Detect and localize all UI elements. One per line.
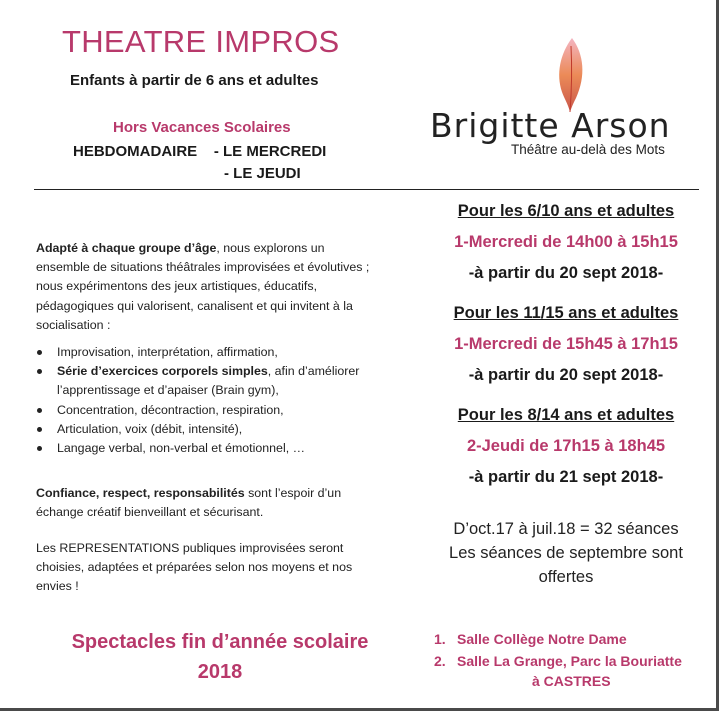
spectacles-line1: Spectacles fin d’année scolaire — [71, 631, 369, 653]
header-divider — [34, 189, 699, 190]
spectacles-heading — [36, 627, 404, 687]
group-schedule: 1-Mercredi de 15h45 à 17h15 — [454, 335, 678, 353]
logo-name: Brigitte Arson — [430, 106, 671, 145]
group-block — [418, 200, 714, 284]
season-info — [418, 517, 714, 589]
list-item: Concentration, décontraction, respiration, — [36, 401, 376, 420]
intro-paragraph — [36, 239, 376, 335]
group-age: Pour les 11/15 ans et adultes — [453, 304, 679, 322]
season-line1: D’oct.17 à juil.18 = 32 séances — [453, 520, 679, 538]
representations-paragraph: Les REPRESENTATIONS publiques improvisées seront choisies, adaptées et préparées selon nos moyens et nos envies ! — [36, 541, 353, 594]
values-text: sont l’espoir d’un échange créatif bienveillant et sécurisant. — [36, 486, 342, 520]
period-label: Hors Vacances Scolaires — [113, 119, 291, 136]
frequency-line — [73, 143, 326, 160]
feather-logo-icon — [550, 36, 590, 116]
venue-item: 2. Salle La Grange, Parc la Bouriatte — [434, 653, 682, 669]
season-line3: offertes — [538, 568, 594, 586]
venue-item: 1. Salle Collège Notre Dame — [434, 631, 627, 647]
group-start-date: -à partir du 20 sept 2018- — [468, 264, 664, 282]
group-age: Pour les 8/14 ans et adultes — [457, 406, 675, 424]
list-item: Improvisation, interprétation, affirmation, — [36, 343, 376, 362]
audience-subtitle: Enfants à partir de 6 ans et adultes — [70, 72, 319, 89]
group-start-date: -à partir du 21 sept 2018- — [468, 468, 664, 486]
list-item: Série d’exercices corporels simples, afin d’améliorer l’apprentissage et d’apaiser (Brain gym), — [36, 362, 376, 400]
day-wednesday: - LE MERCREDI — [213, 143, 327, 160]
venue-list — [434, 628, 682, 672]
group-block — [418, 302, 714, 386]
spectacles-line2: 2018 — [197, 661, 243, 683]
season-line2: Les séances de septembre sont — [449, 544, 683, 562]
group-block — [418, 404, 714, 488]
logo-tagline: Théâtre au-delà des Mots — [511, 142, 665, 157]
intro-bold: Adapté à chaque groupe d’âge — [36, 241, 217, 255]
values-paragraph — [36, 484, 376, 522]
page-title: THEATRE IMPROS — [62, 24, 340, 59]
venue-city: à CASTRES — [532, 673, 611, 689]
list-item: Langage verbal, non-verbal et émotionnel, … — [36, 439, 376, 458]
group-schedule: 2-Jeudi de 17h15 à 18h45 — [466, 437, 666, 455]
list-item: Articulation, voix (débit, intensité), — [36, 420, 376, 439]
values-bold: Confiance, respect, responsabilités — [36, 486, 245, 500]
group-start-date: -à partir du 20 sept 2018- — [468, 366, 664, 384]
group-schedule: 1-Mercredi de 14h00 à 15h15 — [454, 233, 678, 251]
intro-text: , nous explorons un ensemble de situations théâtrales improvisées et évolutives ; nous expérimentons des jeux artistiques, éducatifs, pédagogiques qui valorisent, canalisent et qui invitent à la socialisation : — [36, 241, 370, 332]
frequency-label: HEBDOMADAIRE — [73, 143, 198, 160]
day-thursday: - LE JEUDI — [224, 165, 301, 182]
activities-list — [36, 343, 376, 458]
group-age: Pour les 6/10 ans et adultes — [457, 202, 675, 220]
